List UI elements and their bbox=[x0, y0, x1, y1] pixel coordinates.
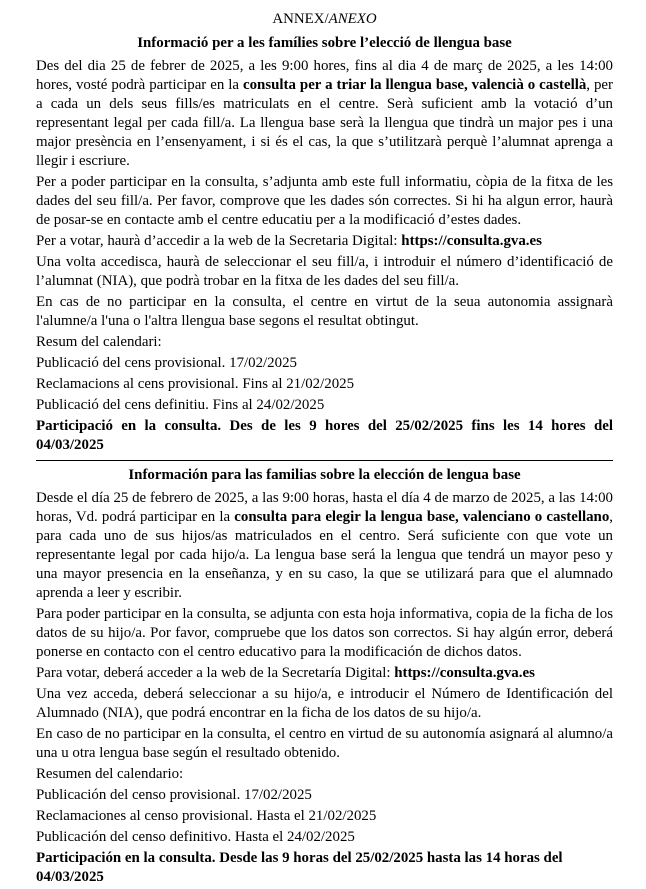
paragraph bbox=[36, 489, 613, 603]
paragraph bbox=[36, 828, 613, 847]
paragraph bbox=[36, 765, 613, 784]
text-run: En cas de no participar en la consulta, el centre en virtut de la seua autonomia assignarà l'alumne/a l'una o l'altra llengua base segons el resultat obtingut. bbox=[36, 294, 613, 329]
text-run: Resumen del calendario: bbox=[36, 766, 184, 782]
text-run: consulta per a triar la llengua base, valencià o castellà bbox=[242, 77, 587, 93]
text-run: Para votar, deberá acceder a la web de la Secretaría Digital: bbox=[36, 665, 395, 681]
text-run: Una vez acceda, deberá seleccionar a su hijo/a, e introducir el Número de Identificación del Alumnado (NIA), que podrá encontrar en la ficha de los datos de su hijo/a. bbox=[36, 686, 613, 721]
text-run: Publicación del censo provisional. 17/02/2025 bbox=[36, 787, 312, 803]
paragraph bbox=[36, 354, 613, 373]
text-run: consulta para elegir la lengua base, valenciano o castellano bbox=[234, 509, 610, 525]
text-run: Des del dia 25 de febrer de 2025, a les 9:00 hores, fins al dia 4 de març de 2025, a les 14:00 hores, vosté podrà participar en la bbox=[36, 58, 613, 93]
annex-title-italic: ANEXO bbox=[328, 11, 377, 27]
paragraph bbox=[36, 786, 613, 805]
text-run: En caso de no participar en la consulta, el centro en virtud de su autonomía asignará al alumno/a una u otra lengua base según el resultado obtenido. bbox=[36, 726, 613, 761]
paragraph bbox=[36, 396, 613, 415]
section-heading: Información para las familias sobre la elección de lengua base bbox=[128, 467, 521, 483]
paragraph bbox=[36, 849, 613, 887]
annex-title-normal: ANNEX/ bbox=[272, 11, 329, 27]
url-text: https://consulta.gva.es bbox=[394, 665, 535, 681]
url-text: https://consulta.gva.es bbox=[401, 233, 542, 249]
paragraph bbox=[36, 375, 613, 394]
paragraph bbox=[36, 417, 613, 455]
text-run: Para poder participar en la consulta, se adjunta con esta hoja informativa, copia de la ficha de los datos de su hijo/a. Por favor, compruebe que los datos son correctos. Si hay algún error, deberá ponerse en contacto con el centro educativo para la modificación de dichos datos. bbox=[36, 606, 613, 660]
paragraph bbox=[36, 605, 613, 662]
paragraph bbox=[36, 57, 613, 171]
text-run: Desde el día 25 de febrero de 2025, a las 9:00 horas, hasta el día 4 de marzo de 2025, a las 14:00 horas, Vd. podrá participar en la bbox=[36, 490, 613, 525]
text-run: Publicación del censo definitivo. Hasta el 24/02/2025 bbox=[36, 829, 355, 845]
text-run: Per a poder participar en la consulta, s’adjunta amb este full informatiu, còpia de la fitxa de les dades del seu fill/a. Per favor, comprove que les dades són correctes. Si hi ha algun error, haurà de posar-se en contacte amb el centre educatiu per a la modificació d’estes dades. bbox=[36, 174, 613, 228]
text-run: Resum del calendari: bbox=[36, 334, 162, 350]
section-divider bbox=[36, 460, 613, 461]
paragraph bbox=[36, 333, 613, 352]
annex-title bbox=[36, 9, 613, 30]
text-run: Reclamacions al cens provisional. Fins al 21/02/2025 bbox=[36, 376, 355, 392]
paragraph bbox=[36, 293, 613, 331]
paragraph bbox=[36, 685, 613, 723]
text-run: Publicació del cens definitiu. Fins al 24/02/2025 bbox=[36, 397, 325, 413]
text-run: Publicació del cens provisional. 17/02/2025 bbox=[36, 355, 297, 371]
document-sections bbox=[36, 33, 613, 887]
text-run: Reclamaciones al censo provisional. Hasta el 21/02/2025 bbox=[36, 808, 377, 824]
text-run: Una volta accedisca, haurà de seleccionar el seu fill/a, i introduir el número d’identificació de l’alumnat (NIA), que podrà trobar en la fitxa de les dades del seu fill/a. bbox=[36, 254, 613, 289]
paragraph bbox=[36, 253, 613, 291]
text-run: Participació en la consulta. Des de les 9 hores del 25/02/2025 fins les 14 hores del 04/03/2025 bbox=[36, 418, 613, 453]
text-run: Participación en la consulta. Desde las 9 horas del 25/02/2025 hasta las 14 horas del 04/03/2025 bbox=[36, 850, 563, 885]
paragraph bbox=[36, 664, 613, 683]
paragraph bbox=[36, 232, 613, 251]
paragraph bbox=[36, 173, 613, 230]
text-run: Per a votar, haurà d’accedir a la web de la Secretaria Digital: bbox=[36, 233, 402, 249]
section-heading: Informació per a les famílies sobre l’elecció de llengua base bbox=[137, 35, 512, 51]
text-run: , para cada uno de sus hijos/as matriculados en el centro. Será suficiente con que vote un representante legal por cada hijo/a. La lengua base será la lengua que tendrá un mayor peso y una mayor presencia en la enseñanza, y en su caso, la que se utilizará para que el alumnado aprenda a leer y escribir. bbox=[36, 509, 614, 601]
text-run: , per a cada un dels seus fills/es matriculats en el centre. Serà suficient amb la votació d’un representant legal per cada fill/a. La llengua base serà la llengua que tindrà un major pes i una major presència en l’ensenyament, i si és el cas, la que s’utilitzarà perquè l’alumnat aprenga a llegir i escriure. bbox=[36, 77, 614, 169]
paragraph bbox=[36, 725, 613, 763]
paragraph bbox=[36, 807, 613, 826]
